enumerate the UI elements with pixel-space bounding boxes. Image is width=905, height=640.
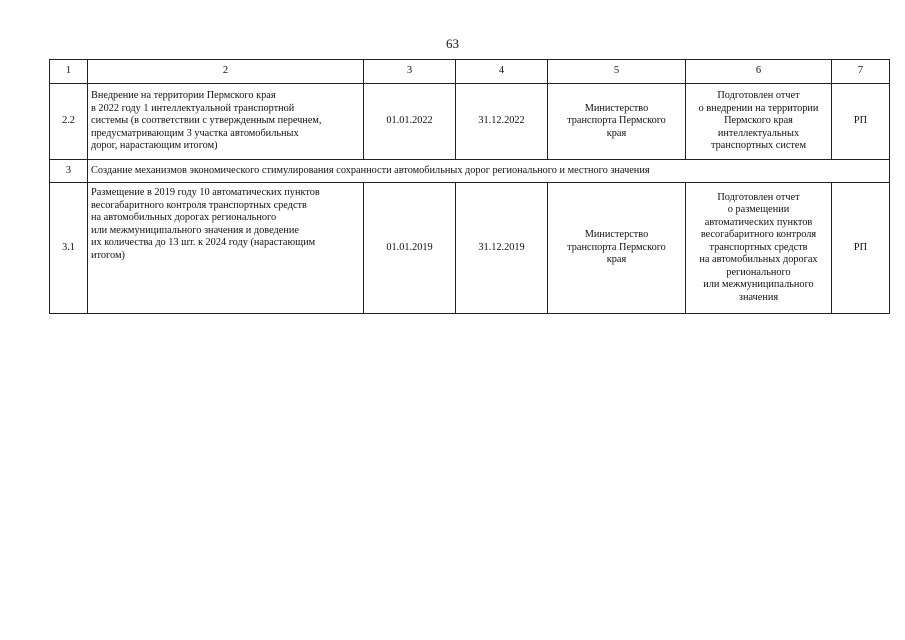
- row-number: 3.1: [50, 183, 88, 314]
- measures-table: [49, 59, 890, 314]
- column-header-5: 5: [548, 60, 686, 84]
- control-result: Подготовлен отчет о внедрении на территории Пермского края интеллектуальных транспортных систем: [686, 84, 832, 160]
- column-header-1: 1: [50, 60, 88, 84]
- start-date: 01.01.2019: [364, 183, 456, 314]
- section-number: 3: [50, 160, 88, 183]
- column-header-6: 6: [686, 60, 832, 84]
- page-number: 63: [446, 36, 459, 51]
- table-row: [50, 84, 890, 160]
- control-result: Подготовлен отчет о размещении автоматических пунктов весогабаритного контроля транспортных средств на автомобильных дорогах регионального или межмуниципального значения: [686, 183, 832, 314]
- responsible-executor: Министерство транспорта Пермского края: [548, 84, 686, 160]
- start-date: 01.01.2022: [364, 84, 456, 160]
- event-type: РП: [832, 183, 890, 314]
- column-header-7: 7: [832, 60, 890, 84]
- table-header-row: [50, 60, 890, 84]
- measure-description: Внедрение на территории Пермского края в 2022 году 1 интеллектуальной транспортной системы (в соответствии с утвержденным перечнем, предусматривающим 3 участка автомобильных дорог, нарастающим итогом): [88, 84, 364, 160]
- section-row: [50, 160, 890, 183]
- end-date: 31.12.2022: [456, 84, 548, 160]
- table-row: [50, 183, 890, 314]
- measure-description: Размещение в 2019 году 10 автоматических пунктов весогабаритного контроля транспортных средств на автомобильных дорогах регионального или межмуниципального значения и доведение их количества до 13 шт. к 2024 году (нарастающим итогом): [88, 183, 364, 314]
- responsible-executor: Министерство транспорта Пермского края: [548, 183, 686, 314]
- row-number: 2.2: [50, 84, 88, 160]
- column-header-4: 4: [456, 60, 548, 84]
- end-date: 31.12.2019: [456, 183, 548, 314]
- section-title: Создание механизмов экономического стимулирования сохранности автомобильных дорог регионального и местного значения: [88, 160, 890, 183]
- event-type: РП: [832, 84, 890, 160]
- column-header-2: 2: [88, 60, 364, 84]
- column-header-3: 3: [364, 60, 456, 84]
